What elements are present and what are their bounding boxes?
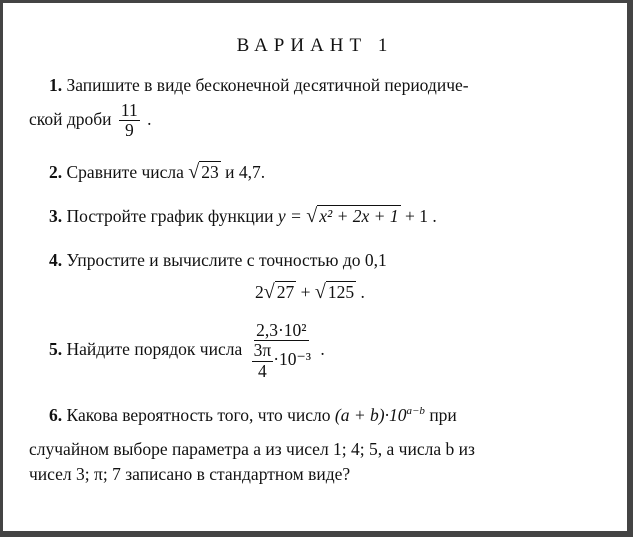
problem-number: 5. [49,338,63,359]
punct: . [147,108,152,129]
problem-1-line2 [29,101,152,141]
punct: . [320,338,325,359]
problem-text: ской дроби [29,108,112,129]
problem-tail: и 4,7. [225,162,266,182]
problem-number: 3. [49,206,63,226]
fraction-denominator: 9 [124,120,134,141]
problem-number: 1. [49,75,63,95]
sqrt-arg: 125 [327,282,355,302]
fraction-denominator [250,341,313,381]
fraction-numerator: 11 [120,100,138,120]
sqrt-expr: √ 27 [263,281,295,303]
plus-sign: + [300,282,311,302]
problem-text: Запишите в виде бесконечной десятичной периодиче- [66,75,469,95]
problem-number: 6. [49,405,63,425]
fraction [119,101,140,141]
variant-title: ВАРИАНТ 1 [236,35,394,56]
problem-number: 2. [49,162,63,182]
problem-text: при [429,405,457,425]
problem-text: Какова вероятность того, что число [66,405,331,425]
sqrt-arg: x² + 2x + 1 [319,206,399,226]
problem-3 [49,205,437,228]
problem-6-line2: случайном выборе параметра a из чисел 1; 4; 5, а числа b из [29,439,475,459]
inner-fraction [252,341,274,381]
power-term: ·10⁻³ [273,349,311,370]
problem-text: Сравните числа [66,162,184,182]
problem-2 [49,161,265,184]
problem-1 [49,75,469,96]
fraction-numerator: 2,3·10² [256,320,307,340]
problem-text: Упростите и вычислите с точностью до 0,1 [66,250,387,270]
punct: . [360,282,365,302]
problem-6 [49,405,457,426]
problem-4 [49,250,387,271]
function-lhs: y = [277,206,302,226]
problem-5 [49,321,325,381]
problem-tail: + 1 . [404,206,437,226]
fraction [250,321,313,381]
sqrt-expr: √ 23 [188,161,219,183]
problem-4-expr [255,281,365,304]
problem-number: 4. [49,250,63,270]
exponent: a−b [406,405,425,418]
inner-denominator: 4 [258,360,267,381]
problem-text: Постройте график функции [66,206,274,226]
sqrt-arg: 27 [276,282,295,302]
expression: (a + b)·10 [334,405,407,425]
sqrt-expr: √ 125 [314,281,355,303]
sqrt-arg: 23 [201,162,219,182]
sqrt-expr: √ x² + 2x + 1 [306,205,399,227]
inner-numerator: 3π [253,340,272,361]
problem-text: Найдите порядок числа [66,338,243,359]
problem-6-line3: чисел 3; π; 7 записано в стандартном виде? [29,464,351,484]
coefficient: 2 [255,282,264,302]
